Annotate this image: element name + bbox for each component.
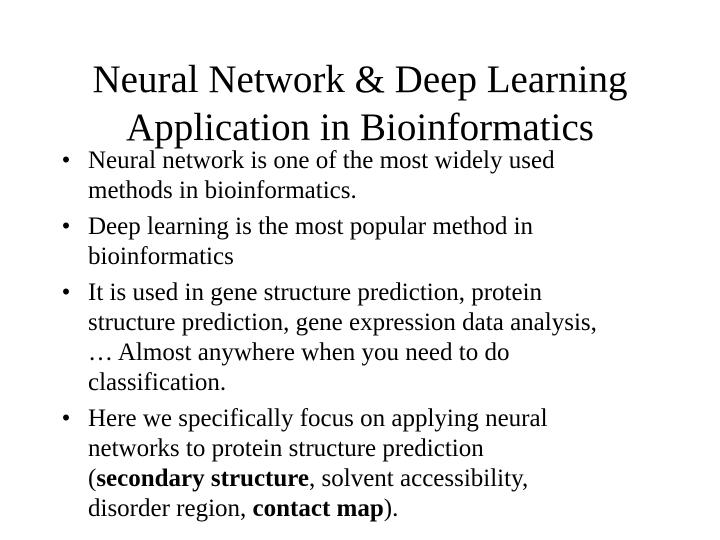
bullet-item — [56, 212, 696, 272]
bullet-text-line: It is used in gene structure prediction, protein — [88, 279, 543, 306]
bullet-dot-icon: • — [61, 213, 71, 240]
bullet-text-line: Neural network is one of the most widely used — [88, 147, 555, 174]
slide-title — [40, 56, 680, 152]
bullet-text-line: … Almost anywhere when you need to do — [88, 339, 510, 366]
text-segment: , solvent accessibility, — [309, 465, 529, 492]
bullet-text-line: bioinformatics — [88, 243, 234, 270]
bullet-list — [56, 146, 696, 530]
bullet-text-line: networks to protein structure prediction — [88, 435, 484, 462]
bullet-text-line: structure prediction, gene expression data analysis, — [88, 309, 597, 336]
bullet-item — [56, 404, 696, 524]
bullet-item — [56, 278, 696, 398]
title-line: Application in Bioinformatics — [126, 106, 594, 150]
title-line: Neural Network & Deep Learning — [92, 58, 628, 102]
text-segment: ( — [88, 465, 97, 492]
bullet-item — [56, 146, 696, 206]
bullet-text-line: methods in bioinformatics. — [88, 177, 357, 204]
bullet-dot-icon: • — [61, 147, 71, 174]
bold-term-secondary-structure: secondary structure — [96, 465, 310, 492]
text-segment: disorder region, — [88, 495, 253, 522]
bullet-text-line — [88, 494, 696, 524]
bold-term-contact-map: contact map — [252, 495, 384, 522]
text-segment: ). — [383, 495, 399, 522]
bullet-text-line: classification. — [88, 369, 227, 396]
bullet-text-line — [88, 464, 696, 494]
bullet-text-line: Here we specifically focus on applying neural — [88, 405, 548, 432]
bullet-text-line: Deep learning is the most popular method in — [88, 213, 534, 240]
bullet-dot-icon: • — [61, 405, 71, 432]
bullet-dot-icon: • — [61, 279, 71, 306]
